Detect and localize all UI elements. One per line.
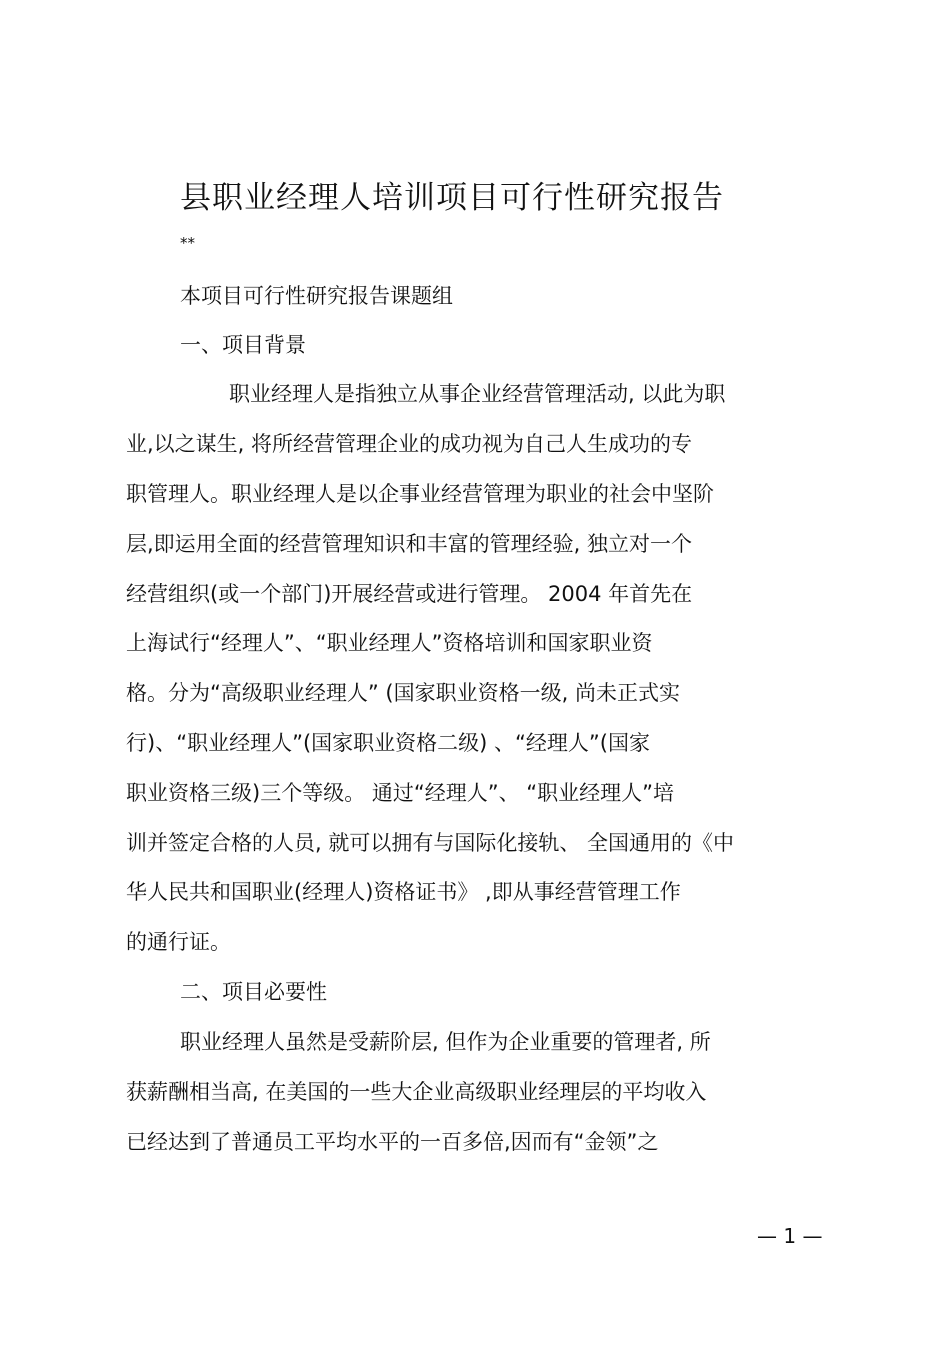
paragraph-line: 华人民共和国职业(经理人)资格证书》 ,即从事经营管理工作 (126, 880, 681, 904)
paragraph-line: 行)、“职业经理人”(国家职业资格二级) 、“经理人”(国家 (126, 731, 650, 755)
paragraph-line: 经营组织(或一个部门)开展经营或进行管理。 2004 年首先在 (126, 582, 693, 606)
paragraph-line: 的通行证。 (126, 930, 231, 954)
paragraph-line: 训并签定合格的人员, 就可以拥有与国际化接轨、 全国通用的《中 (126, 831, 735, 855)
section-heading-background: 一、项目背景 (180, 333, 306, 357)
paragraph-line: 已经达到了普通员工平均水平的一百多倍,因而有“金领”之 (126, 1130, 659, 1154)
paragraph-line: 职管理人。职业经理人是以企事业经营管理为职业的社会中坚阶 (126, 482, 714, 506)
paragraph-line: 格。分为“高级职业经理人” (国家职业资格一级, 尚未正式实 (126, 681, 680, 705)
research-group: 本项目可行性研究报告课题组 (180, 284, 453, 308)
paragraph-line: 职业经理人是指独立从事企业经营管理活动, 以此为职 (229, 382, 726, 406)
paragraph-line: 上海试行“经理人”、“职业经理人”资格培训和国家职业资 (126, 631, 653, 655)
paragraph-line: 职业经理人虽然是受薪阶层, 但作为企业重要的管理者, 所 (180, 1030, 711, 1054)
section-heading-necessity: 二、项目必要性 (180, 980, 327, 1004)
paragraph-line: 业,以之谋生, 将所经营管理企业的成功视为自己人生成功的专 (126, 432, 693, 456)
page-number: — 1 — (757, 1224, 823, 1248)
paragraph-line: 获薪酬相当高, 在美国的一些大企业高级职业经理层的平均收入 (126, 1080, 707, 1104)
paragraph-line: 层,即运用全面的经营管理知识和丰富的管理经验, 独立对一个 (126, 532, 693, 556)
author-placeholder: ** (180, 234, 195, 252)
paragraph-line: 职业资格三级)三个等级。 通过“经理人”、 “职业经理人”培 (126, 781, 675, 805)
document-title: 县职业经理人培训项目可行性研究报告 (180, 180, 724, 216)
